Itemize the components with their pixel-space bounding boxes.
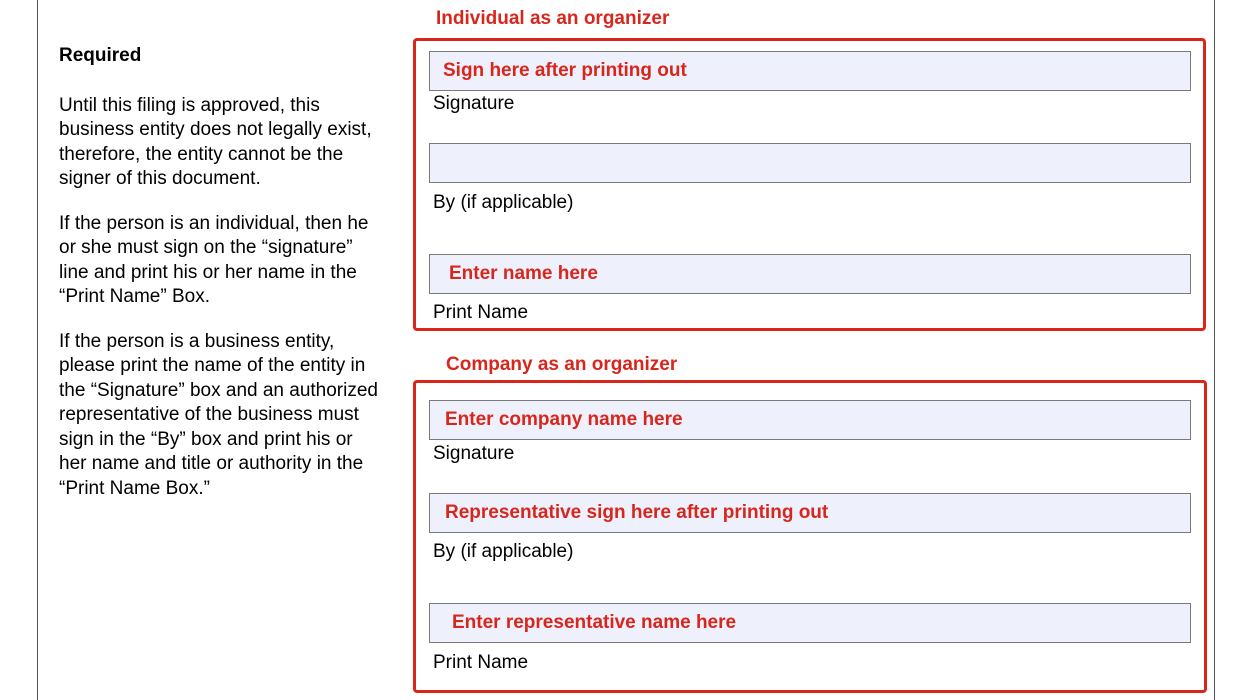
company-by-placeholder: Representative sign here after printing out [445,502,829,523]
individual-signature-field[interactable] [429,51,1191,91]
company-by-label: By (if applicable) [433,541,574,562]
individual-print-name-field[interactable] [429,254,1191,294]
individual-by-label: By (if applicable) [433,192,574,213]
company-print-name-label: Print Name [433,652,529,673]
company-signature-label: Signature [433,443,515,464]
company-print-name-placeholder: Enter representative name here [452,612,737,633]
individual-print-name-placeholder: Enter name here [449,263,598,284]
page-right-border [1214,0,1215,700]
individual-signature-placeholder: Sign here after printing out [443,60,687,81]
individual-by-field[interactable] [429,143,1191,183]
company-print-name-field[interactable] [429,603,1191,643]
individual-print-name-label: Print Name [433,302,529,323]
company-section-title: Company as an organizer [446,354,678,375]
instructions-paragraph-individual: If the person is an individual, then he or she must sign on the “signature” line and print his or her name in the “Print Name” Box. [59,212,369,307]
company-signature-placeholder: Enter company name here [445,409,683,430]
individual-section-title: Individual as an organizer [436,8,670,29]
instructions-panel [59,44,379,521]
page-left-border [37,0,38,700]
company-by-field[interactable] [429,493,1191,533]
instructions-paragraph-business: If the person is a business entity, please print the name of the entity in the “Signature” box and an authorized representative of the business must sign in the “By” box and print his or her name and title or authority in the “Print Name Box.” [59,330,378,499]
company-signature-field[interactable] [429,400,1191,440]
instructions-paragraph-approval: Until this filing is approved, this business entity does not legally exist, therefore, the entity cannot be the signer of this document. [59,94,372,189]
individual-signature-label: Signature [433,93,515,114]
instructions-heading: Required [59,45,142,66]
